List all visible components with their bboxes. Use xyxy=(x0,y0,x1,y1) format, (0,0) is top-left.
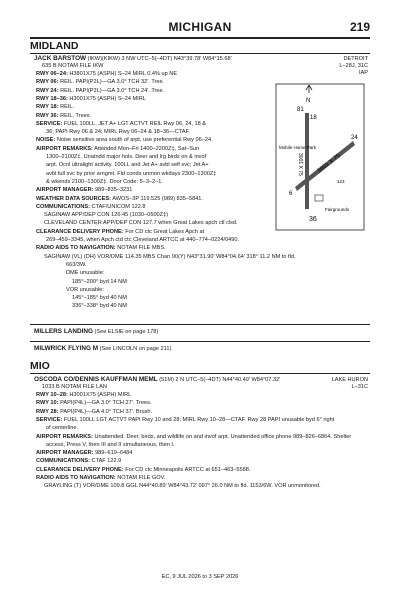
detail-key: AIRPORT REMARKS: xyxy=(36,433,93,440)
detail-line xyxy=(66,262,87,269)
airport-diagram-midland xyxy=(275,83,365,231)
mio-elev-line: 1033 B NOTAM FILE LAN xyxy=(42,384,107,390)
detail-value: REIL. PAPI(P2L)—GA 3.0° TCH 32′. Tree. xyxy=(60,79,165,86)
airport-elev-line: 635 B NOTAM FILE IKW xyxy=(42,63,104,69)
chart-ref-lake-huron: LAKE HURON xyxy=(331,377,368,383)
detail-value: SAGINAW APP/DEP CON 126.45 (1030–0500Z‡) xyxy=(44,212,169,219)
detail-value: AWOS–3P 119.525 (989) 835–5841. xyxy=(112,195,203,202)
detail-key: SERVICE: xyxy=(36,416,63,423)
detail-key: RADIO AIDS TO NAVIGATION: xyxy=(36,245,116,252)
detail-value: 145°–185° byd 40 NM xyxy=(72,295,127,302)
detail-line xyxy=(36,392,131,399)
city-mio: MIO xyxy=(30,360,50,372)
runway-06-24-dim: 3801 X 75 xyxy=(316,153,342,175)
airport-name: JACK BARSTOW xyxy=(34,55,87,62)
detail-line xyxy=(36,113,91,120)
tower-label: 123 xyxy=(337,179,345,184)
detail-value: REIL. Trees. xyxy=(60,112,92,119)
detail-line xyxy=(36,467,250,474)
detail-value: For CD ctc Great Lakes Apch at xyxy=(125,228,205,235)
detail-value: REIL. PAPI(P2L)—GA 3.0° TCH 24′. Tree. xyxy=(60,87,165,94)
detail-line xyxy=(66,270,104,277)
detail-line xyxy=(36,229,204,236)
detail-value: CLEVELAND CENTER APP/DEP CON 127.7 when Great Lakes apch ctl clsd. xyxy=(44,220,238,227)
detail-value: 185°–200° byd 14 NM xyxy=(72,278,127,285)
detail-line xyxy=(46,162,209,169)
airport-entry-oscoda xyxy=(34,377,280,384)
detail-line xyxy=(72,279,127,286)
detail-value: arpt. Ocnl ultralight activity. 100LL and Jet A+ avbl self svc; Jet A+ xyxy=(46,162,209,169)
detail-line xyxy=(46,442,175,449)
fairgrounds-label: Fairgrounds xyxy=(325,207,350,212)
runway-36-label: 36 xyxy=(309,216,317,223)
detail-line xyxy=(66,287,104,294)
detail-value: & wkends 2100–1300Z‡. Door Code: 5–3–2–1. xyxy=(46,178,163,185)
detail-key: RWY 10–28: xyxy=(36,392,68,398)
millers-name: MILLERS LANDING xyxy=(34,328,93,335)
detail-line xyxy=(46,425,78,432)
detail-key: RWY 28: xyxy=(36,408,59,415)
detail-value: PAPI(P4L)—GA 4.0° TCH 37′. Brush. xyxy=(60,408,153,415)
detail-value: FUEL 100LL LGT ACTVT PAPI Rwy 10 and 28; MIRL Rwy 10–28—CTAF. Rwy 28 PAPI unusable byd 6° right xyxy=(63,416,335,423)
north-label: N xyxy=(306,98,311,104)
midland-rule xyxy=(30,53,370,54)
detail-value: Attended Mon–Fri 1400–2200Z‡, Sat–Sun xyxy=(94,145,200,152)
page-footer: EC, 9 JUL 2026 to 3 SEP 2026 xyxy=(161,574,239,580)
detail-value: NOTAM FILE MBS. xyxy=(117,245,166,252)
detail-key: NOISE: xyxy=(36,137,56,144)
detail-line xyxy=(36,104,74,111)
detail-line xyxy=(36,204,146,211)
detail-key: AIRPORT MANAGER: xyxy=(36,450,94,457)
detail-value: of centerline. xyxy=(46,425,79,432)
detail-line xyxy=(36,96,146,103)
detail-key: CLEARANCE DELIVERY PHONE: xyxy=(36,228,124,235)
detail-key: COMMUNICATIONS: xyxy=(36,458,90,465)
milwrick-rule xyxy=(30,341,370,342)
detail-line xyxy=(36,79,164,86)
elev-label: 81 xyxy=(297,107,304,113)
detail-value: CTAF/UNICOM 122.8 xyxy=(91,203,146,210)
mobile-home-label: Mobile Home Park xyxy=(279,145,317,150)
detail-value: 989–835–3231 xyxy=(95,187,133,194)
detail-value: 989–619–6484 xyxy=(95,450,133,457)
diagram-frame xyxy=(276,84,364,230)
runway-18-36-dim: 3001 X 75 xyxy=(297,153,303,176)
detail-line xyxy=(36,434,351,441)
millers-ref: (See ELSIE on page 178) xyxy=(94,329,159,335)
detail-line xyxy=(36,417,334,424)
detail-value: CTAF 122.9 xyxy=(91,458,122,465)
detail-line xyxy=(36,71,177,78)
detail-value: VOR unusable: xyxy=(66,286,104,293)
detail-key: RWY 06: xyxy=(36,79,59,86)
detail-line xyxy=(46,179,163,186)
detail-value: NOTAM FILE GOV. xyxy=(117,475,166,481)
detail-key: RWY 18–36: xyxy=(36,95,68,102)
airport-ident: (IKW)(KIKW) xyxy=(87,56,120,62)
detail-line xyxy=(36,409,152,416)
detail-line xyxy=(36,187,132,194)
page-header xyxy=(30,20,370,34)
detail-value: 1300–2100Z‡. Unatndd major hols. Deer and lrg birds on & invof xyxy=(46,154,207,160)
chart-ref-detroit: DETROIT xyxy=(343,56,368,62)
detail-value: REIL. xyxy=(60,104,75,111)
airport-entry-jack-barstow xyxy=(34,56,232,63)
detail-key: AIRPORT MANAGER: xyxy=(36,187,94,194)
mio-rule xyxy=(30,373,370,374)
detail-line xyxy=(46,237,239,244)
detail-value: 663/3W. xyxy=(66,261,87,268)
detail-key: RWY 24: xyxy=(36,87,59,94)
runway-24-label: 24 xyxy=(351,135,358,141)
detail-line xyxy=(36,146,199,153)
detail-value: H3801X75 (ASPH) S–24 MIRL 0.4% up NE xyxy=(69,71,178,77)
detail-key: WEATHER DATA SOURCES: xyxy=(36,195,111,202)
detail-value: H3001X75 (ASPH) MIRL xyxy=(69,392,132,398)
runway-18-36 xyxy=(305,113,309,209)
mio-airport-name: OSCODA CO/DENNIS KAUFFMAN MEML xyxy=(34,376,158,383)
detail-line xyxy=(46,154,206,161)
detail-value: H3001X75 (ASPH) S–24 MIRL xyxy=(69,95,146,102)
detail-line xyxy=(36,458,121,465)
detail-key: AIRPORT REMARKS: xyxy=(36,145,93,152)
runway-18-label: 18 xyxy=(310,115,317,121)
detail-key: RWY 18: xyxy=(36,104,59,111)
state-title: MICHIGAN xyxy=(168,20,232,34)
detail-value: 269–459–3345, when Apch ctd ctc Cleveland ARTCC at 440–774–0224/0490. xyxy=(46,237,240,243)
detail-key: RWY 36: xyxy=(36,112,59,119)
detail-line xyxy=(46,171,216,178)
header-rule xyxy=(30,37,370,39)
detail-line xyxy=(44,220,238,227)
milwrick-ref: (See LINCOLN on page 211) xyxy=(99,346,172,352)
detail-line xyxy=(36,245,166,252)
city-midland: MIDLAND xyxy=(30,40,79,52)
entry-milwrick-flying-m xyxy=(34,346,171,353)
millers-rule xyxy=(30,324,370,325)
detail-value: FUEL 100LL, JET A+ LGT ACTVT REIL Rwy 06, 24, 18 & xyxy=(63,120,207,127)
chart-ref-l: L–28J, 31C xyxy=(339,63,368,69)
detail-value: SAGINAW (VL) (DH) VOR/DME 114.35 MBS Chan 90(Y) N43°31.90′ W84°04.64′ 318° 11.2 NM to fld. xyxy=(44,253,296,260)
detail-line xyxy=(44,212,168,219)
detail-line xyxy=(44,483,321,490)
detail-line xyxy=(36,400,151,407)
entry-millers-landing xyxy=(34,329,158,336)
detail-value: 336°–338° byd 40 NM xyxy=(72,303,127,310)
detail-value: GRAYLING (T) VOR/DME 109.8 GGL N44°40.89′ W84°43.72′ 097° 26.0 NM to fld. 1153/6W. VOR unmonitored. xyxy=(44,483,321,490)
detail-value: access, Press V, then III and II simultaneous, then I. xyxy=(46,441,175,448)
detail-line xyxy=(46,129,190,136)
detail-value: Unattended. Deer, birds, and wildlife on and invof arpt. Unattended office phone 989–826–6864. Shelter xyxy=(94,433,352,440)
detail-key: SERVICE: xyxy=(36,120,63,127)
detail-value: 36; PAPI Rwy 06 & 24; MIRL Rwy 06–24 & 18–36—CTAF. xyxy=(46,129,190,136)
page-number: 219 xyxy=(349,20,370,34)
detail-value: avbl full svc by prior arngmt. Fld conds unmon wkdays 2300–1300Z‡ xyxy=(46,170,217,177)
detail-key: COMMUNICATIONS: xyxy=(36,203,90,210)
detail-value: For CD ctc Minneapolis ARTCC at 651–463–5588. xyxy=(125,466,251,473)
detail-line xyxy=(36,88,164,95)
airport-location: 3 NW UTC–5(–4DT) N43°39.78′ W84°15.68′ xyxy=(121,56,232,62)
detail-key: RADIO AIDS TO NAVIGATION: xyxy=(36,475,116,481)
detail-line xyxy=(72,303,127,310)
mio-airport-location: 2 N UTC–5(–4DT) N44°40.49′ W84°07.32′ xyxy=(175,377,281,383)
detail-line xyxy=(36,450,132,457)
detail-line xyxy=(44,254,296,261)
detail-value: PAPI(P4L)—GA 3.0° TCH 27′. Trees. xyxy=(60,400,152,407)
chart-ref-iap: IAP xyxy=(358,70,368,76)
detail-key: CLEARANCE DELIVERY PHONE: xyxy=(36,466,124,473)
detail-line xyxy=(36,475,165,482)
detail-key: RWY 06–24: xyxy=(36,71,68,77)
detail-value: DME unusable: xyxy=(66,270,105,277)
detail-key: RWY 10: xyxy=(36,400,59,407)
milwrick-name: MILWRICK FLYING M xyxy=(34,345,99,352)
mio-chart-ref-l: L–31C xyxy=(351,384,368,390)
detail-line xyxy=(36,121,206,128)
mio-airport-ident: (51M) xyxy=(159,377,174,383)
detail-value: Noise sensitive area south of arpt, use preferential Rwy 06–24. xyxy=(56,137,213,144)
detail-line xyxy=(36,196,203,203)
detail-line xyxy=(36,137,213,144)
detail-line xyxy=(72,295,127,302)
runway-06-label: 6 xyxy=(289,191,293,197)
